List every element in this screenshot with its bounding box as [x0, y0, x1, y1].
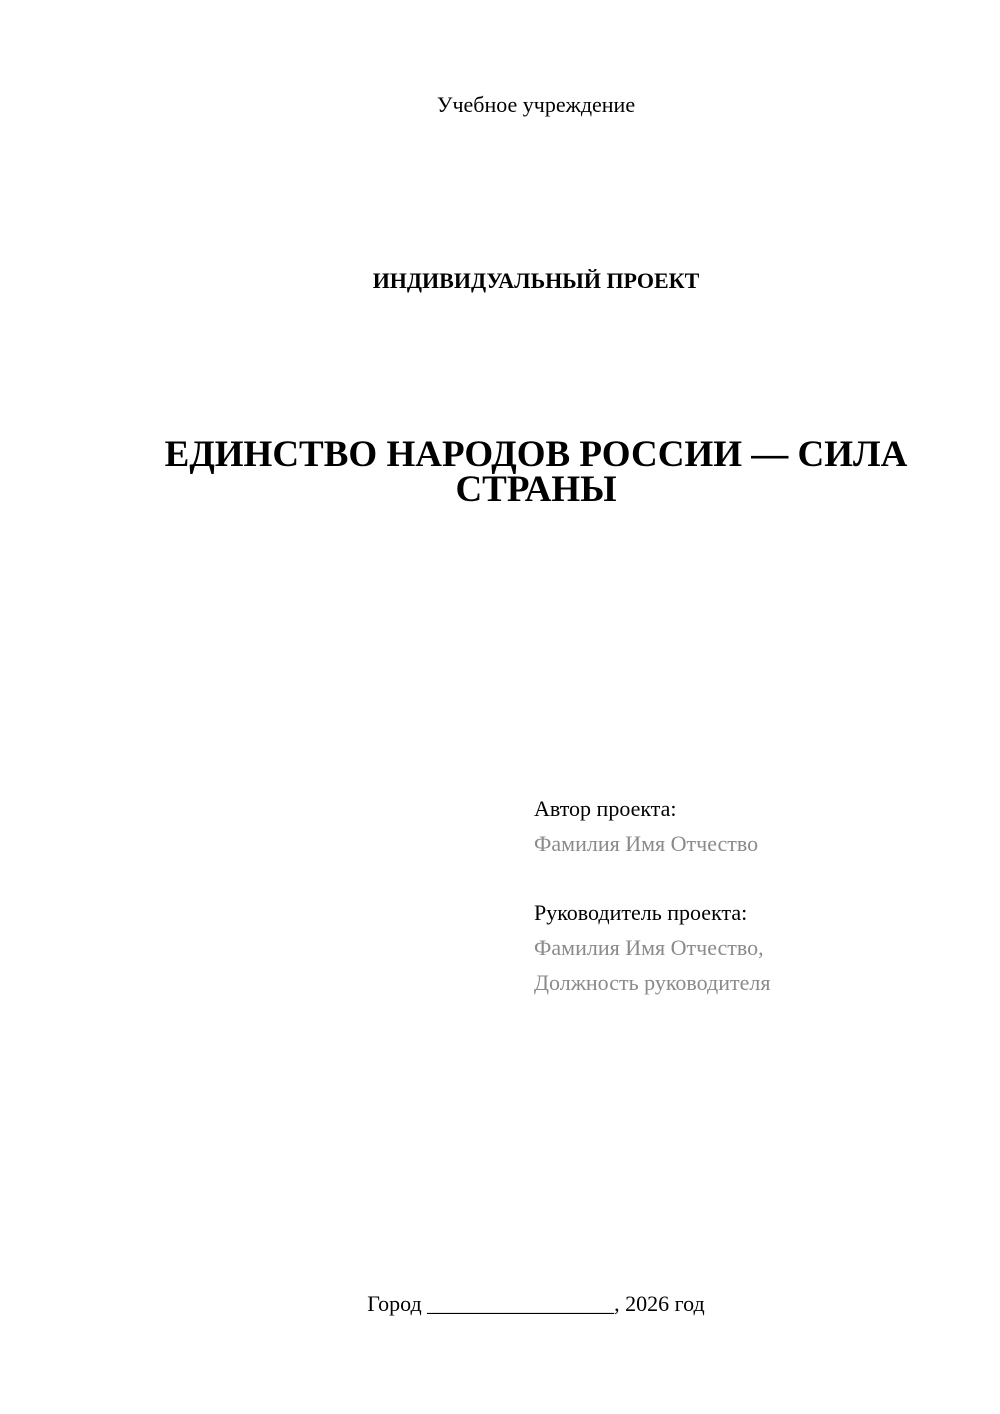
project-title-line-2: СТРАНЫ — [455, 469, 617, 510]
supervisor-position: Должность руководителя — [534, 970, 771, 995]
city-blank: _________________ — [427, 1291, 615, 1316]
project-title-line-1: ЕДИНСТВО НАРОДОВ РОССИИ — СИЛА — [164, 434, 908, 475]
info-spacer — [534, 861, 974, 895]
institution-name: Учебное учреждение — [436, 92, 636, 117]
city-label: Город — [367, 1291, 422, 1316]
author-name: Фамилия Имя Отчество — [534, 831, 759, 856]
project-title — [100, 434, 972, 510]
project-info-block — [534, 791, 974, 1000]
city-year-line — [0, 1291, 1000, 1317]
year-text: , 2026 год — [614, 1291, 705, 1316]
supervisor-name: Фамилия Имя Отчество, — [534, 935, 764, 960]
supervisor-label: Руководитель проекта: — [534, 900, 748, 925]
author-label: Автор проекта: — [534, 796, 677, 821]
project-type: ИНДИВИДУАЛЬНЫЙ ПРОЕКТ — [372, 268, 700, 293]
